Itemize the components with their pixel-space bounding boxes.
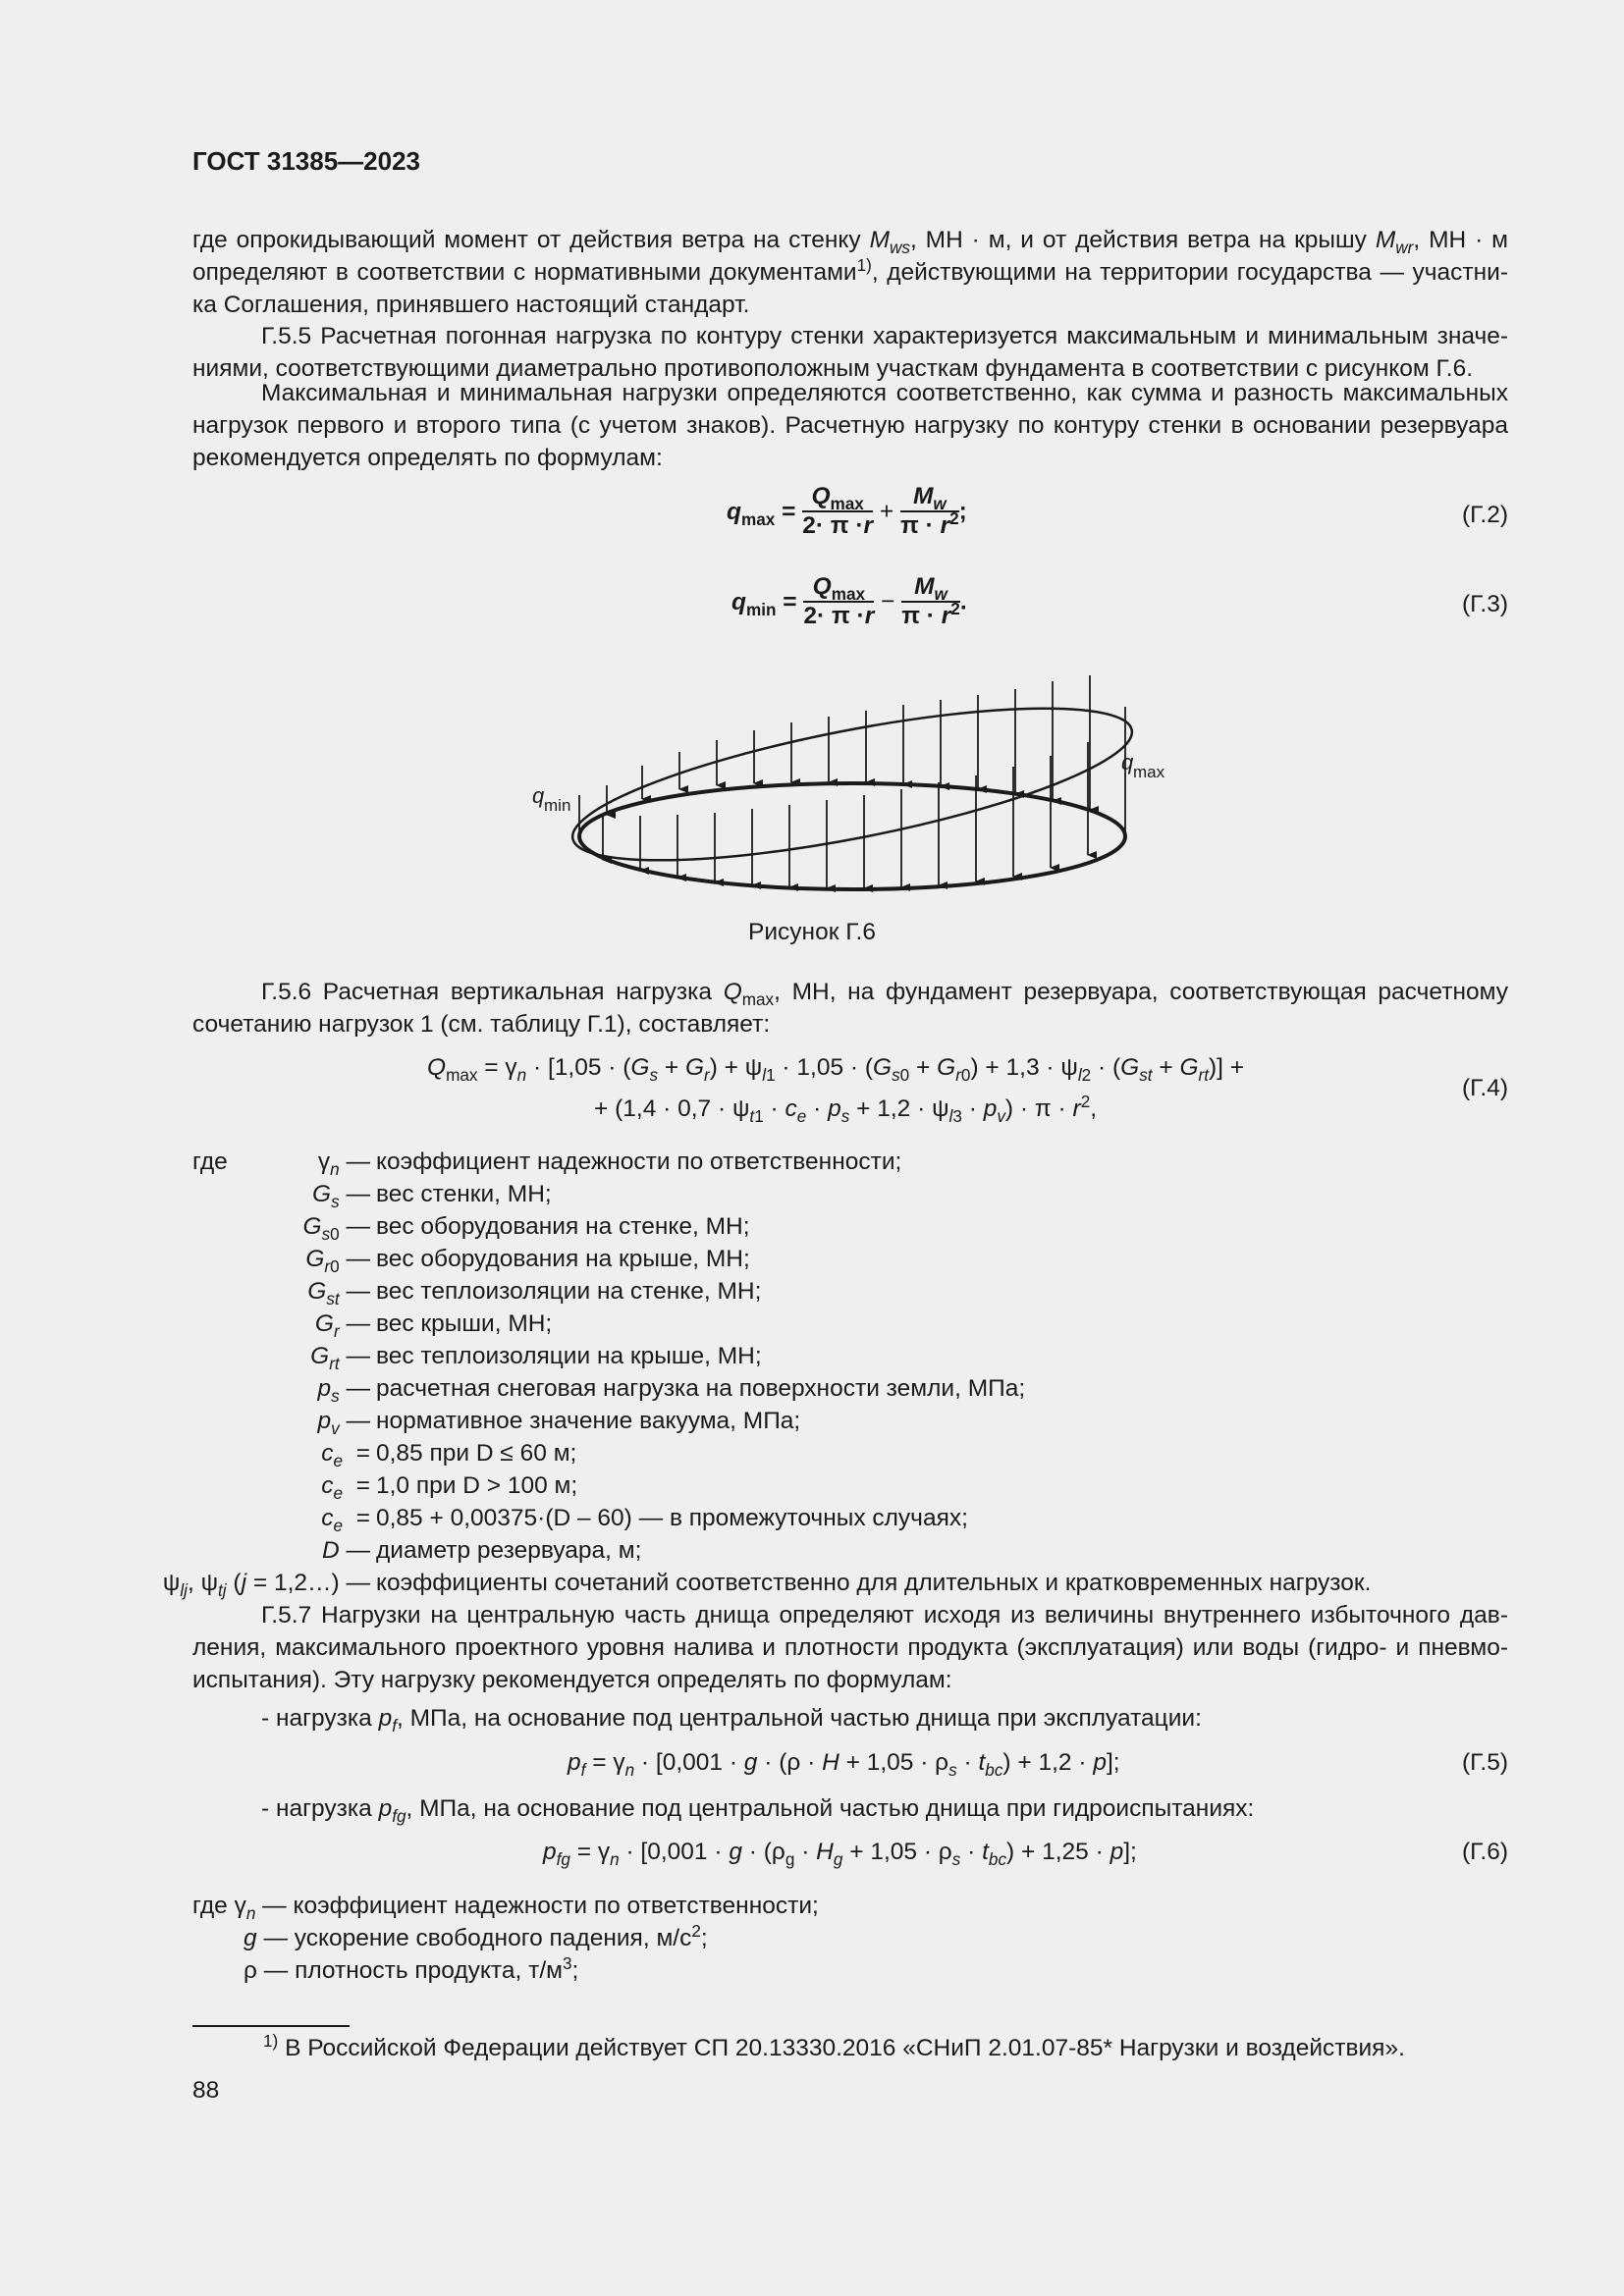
bullet-operation-load: - нагрузка $p_f$, МПа, на основание под центральной частью днища при эксплуатации: xyxy=(261,1705,1202,1735)
equation-number-g6: (Г.6) xyxy=(1461,1839,1508,1865)
legend-intro: где xyxy=(192,1148,228,1175)
paragraph-g57: Г.5.7 Нагрузки на центральную часть днища определяют исходя из величины внутреннего избыточного дав- ления, максимального проектного уровня налива и плотности продукта (эксплуатация) или воды (гидро- и пневмо- испытания). Эту нагрузку рекомендуется определять по формулам: xyxy=(192,1602,1508,1693)
figure-label-qmin: min xyxy=(544,796,571,815)
legend-item-pv: $p_v$ — нормативное значение вакуума, МПа; xyxy=(317,1408,801,1438)
footnote: $^{1)}$ В Российской Федерации действует СП 20.13330.2016 «СНиП 2.01.07-85* Нагрузки и воздействия». xyxy=(263,2030,1405,2061)
bullet-hydrotest-load: - нагрузка $p_{fg}$, МПа, на основание под центральной частью днища при гидроиспытаниях: xyxy=(261,1795,1255,1826)
equation-number-g4: (Г.4) xyxy=(1461,1075,1508,1101)
figure-label-qmax: max xyxy=(1133,763,1165,781)
paragraph-wind-moment: где опрокидывающий момент от действия ветра на стенку $M_{ws}$, МН · м, и от действия ветра на крышу $M_{wr}$, МН · м определяют в соответствии с нормативными документами$^{1)}$, действующими на территории государства — участни- ка Соглашения, принявшего настоящий стандарт. xyxy=(192,227,1509,318)
equation-number-g3: (Г.3) xyxy=(1461,591,1508,617)
document-header: ГОСТ 31385—2023 xyxy=(192,146,420,176)
equation-number-g2: (Г.2) xyxy=(1461,502,1508,528)
legend2-item-g: g — ускорение свободного падения, $м/с^2$; xyxy=(244,1920,708,1951)
legend-item-gr0: $G_{r0}$ — вес оборудования на крыше, МН; xyxy=(305,1246,750,1276)
equation-g2: $q_{max}$ = $\frac{Q_{max}}{2\cdot \pi \cdot r}$ + $\frac{M_w}{\pi \cdot r^2}$ ; xyxy=(727,483,967,539)
legend-item-grt: $G_{rt}$ — вес теплоизоляции на крыше, МН; xyxy=(310,1343,762,1373)
equation-g4-line2: + $(1,4 \cdot 0,7 \cdot \psi_{t1} \cdot c_e \cdot p_s + 1,2 \cdot \psi_{l3} \cdot p_v) \cdot \pi \cdot r^2$, xyxy=(594,1091,1098,1126)
footnote-separator xyxy=(192,2025,350,2027)
legend-item-ce-1: $c_e$ = 0,85 при D ≤ 60 м; xyxy=(321,1440,577,1470)
paragraph-max-min: Максимальная и минимальная нагрузки определяются соответственно, как сумма и разность максимальных нагрузок первого и второго типа (с учетом знаков). Расчетную нагрузку по контуру стенки в основании резервуара рекомендуется определять по формулам: xyxy=(192,380,1508,471)
figure-tank-load-diagram xyxy=(520,667,1208,903)
legend2-item-gamma-n: где $\gamma_n$ — коэффициент надежности по ответственности; xyxy=(192,1893,819,1923)
svg-text:q: q xyxy=(532,783,545,808)
legend2-item-rho: ρ — плотность продукта, $т/м^3$; xyxy=(244,1952,579,1984)
legend-item-gr: $G_r$ — вес крыши, МН; xyxy=(314,1310,553,1341)
equation-g6: $p_{fg} = \gamma_n \cdot [0,001 \cdot g \cdot (\rho_g \cdot H_g + 1,05 \cdot \rho_s \cdot t_{bc}) + 1,25 \cdot p]$; xyxy=(543,1839,1137,1869)
svg-text:q: q xyxy=(1121,750,1134,774)
legend-item-psi: $\psi_{lj}$, $\psi_{tj}$ (j = 1,2…) — коэффициенты сочетаний соответственно для длительных и кратковременных нагрузок. xyxy=(162,1570,1372,1600)
equation-g3: $q_{min}$ = $\frac{Q_{max}}{2\cdot \pi \cdot r}$ − $\frac{M_w}{\pi \cdot r^2}$ . xyxy=(731,573,967,629)
figure-caption: Рисунок Г.6 xyxy=(748,919,876,945)
equation-g5: $p_f = \gamma_n \cdot [0,001 \cdot g \cdot (\rho \cdot H + 1,05 \cdot \rho_s \cdot t_{bc}) + 1,2 \cdot p]$; xyxy=(568,1749,1120,1780)
paragraph-g56: Г.5.6 Расчетная вертикальная нагрузка $Q_{max}$, МН, на фундамент резервуара, соответствующая расчетному сочетанию нагрузок 1 (см. таблицу Г.1), составляет: xyxy=(192,979,1508,1038)
legend-item-ce-3: $c_e$ = 0,85 + 0,00375·(D – 60) — в промежуточных случаях; xyxy=(321,1505,968,1535)
legend-item-gs0: $G_{s0}$ — вес оборудования на стенке, МН; xyxy=(302,1213,750,1244)
legend-item-gamma-n: $\gamma_n$ — коэффициент надежности по ответственности; xyxy=(317,1148,902,1179)
legend-item-ps: $p_s$ — расчетная снеговая нагрузка на поверхности земли, МПа; xyxy=(317,1375,1026,1406)
paragraph-g55: Г.5.5 Расчетная погонная нагрузка по контуру стенки характеризуется максимальным и минимальным значе- ниями, соответствующими диаметрально противоположным участкам фундамента в соответствии с рисунком Г.6. xyxy=(192,323,1508,382)
legend-item-d: D — диаметр резервуара, м; xyxy=(321,1537,642,1564)
equation-number-g5: (Г.5) xyxy=(1461,1749,1508,1776)
legend-item-gst: $G_{st}$ — вес теплоизоляции на стенке, МН; xyxy=(307,1278,762,1308)
legend-item-ce-2: $c_e$ = 1,0 при D > 100 м; xyxy=(321,1472,578,1503)
page-number: 88 xyxy=(192,2077,220,2104)
tank-base-ellipse xyxy=(579,783,1125,889)
equation-g4-line1: $Q_{max} = \gamma_n \cdot [1,05 \cdot (G_s + G_r) + \psi_{l1} \cdot 1,05 \cdot (G_{s0} + G_{r0}) + 1,3 \cdot \psi_{l2} \cdot (G_{st} + G_{rt})]$ + xyxy=(427,1054,1245,1085)
legend-item-gs: $G_s$ — вес стенки, МН; xyxy=(312,1181,552,1211)
